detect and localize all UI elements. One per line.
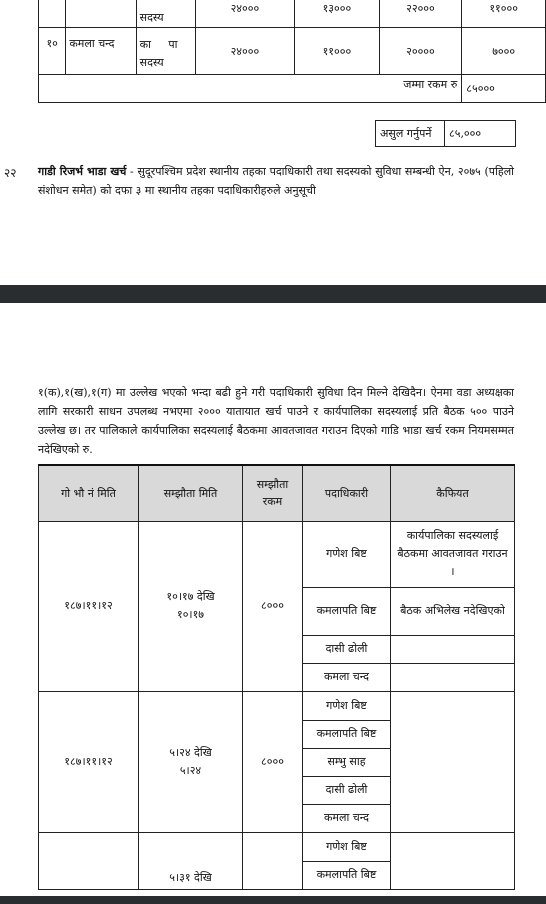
- remark-text: [391, 832, 515, 889]
- recovery-amount: ८५,०००: [445, 121, 516, 147]
- table-cell: ११०००: [295, 28, 380, 75]
- table-cell: [66, 0, 136, 28]
- header-official: पदाधिकारी: [303, 465, 391, 521]
- table-row: [39, 28, 546, 75]
- table-row: [39, 0, 546, 28]
- paragraph-continuation: १(क),१(ख),१(ग) मा उल्लेख भएको भन्दा बढी हुने गरी पदाधिकारी सुविधा दिन मिल्ने देखिदैन। ऐनमा वडा अध्यक्षका लागि सरकारी साधन उपलब्ध नभएमा २००० यातायात खर्च पाउने र कार्यपालिका सदस्यलाई प्रति बैठक ५०० पाउने उल्लेख छ। तर पालिकाले कार्यपालिका सदस्यलाई बैठकमा आवतजावत गराउन दिएको गाडि भाडा खर्च रकम नियमसम्मत नदेखिएको रु.: [38, 386, 514, 456]
- table-cell: [39, 0, 66, 28]
- header-date: [39, 465, 139, 521]
- official-name: सम्भु साह: [303, 748, 391, 776]
- recovery-box: [375, 120, 516, 147]
- total-value: ८५०००: [462, 75, 546, 103]
- vehicle-rent-table: [38, 464, 515, 890]
- header-label: गो भौ नं मिति: [61, 486, 116, 500]
- table-cell: [136, 28, 195, 75]
- table-cell: सदस्य: [136, 0, 195, 28]
- table-cell: २००००: [379, 28, 462, 75]
- remark-text: [391, 691, 515, 832]
- official-name: गणेश बिष्ट: [303, 832, 391, 861]
- document-page-top: [0, 0, 546, 285]
- agreement-amount: ८०००: [243, 521, 303, 691]
- cell-line: सदस्य: [139, 56, 164, 69]
- agreement-date: ५।३१ देखि: [139, 832, 243, 889]
- agreement-date: [139, 521, 243, 691]
- official-name: गणेश बिष्ट: [303, 691, 391, 720]
- table-cell: ११०००: [462, 0, 546, 28]
- document-page-bottom: [0, 303, 546, 904]
- agreement-text: ५।२४ देखि ५।२४: [169, 745, 212, 777]
- remark-text: कार्यपालिका सदस्यलाई बैठकमा आवतजावत गराउन ।: [391, 521, 515, 587]
- table-cell: कमला चन्द: [66, 28, 136, 75]
- paragraph-text: - सुदूरपश्चिम प्रदेश स्थानीय तहका पदाधिकारी तथा सदस्यको सुविधा सम्बन्धी ऐन, २०७५ (पहिलो संशोधन समेत) को दफा ३ मा स्थानीय तहका पदाधिकारीहरुले अनुसूची: [38, 165, 514, 197]
- page-separator: [0, 285, 546, 303]
- table-cell: २२०००: [379, 0, 462, 28]
- header-agreement-date: सम्झौता मिति: [139, 465, 243, 521]
- remark-text: [391, 635, 515, 663]
- official-name: कमलापति बिष्ट: [303, 587, 391, 635]
- viewer-bottom-bar: [0, 896, 546, 904]
- header-remarks: कैफियत: [391, 465, 515, 521]
- allowance-table: [38, 0, 546, 103]
- paragraph-vehicle-rent: [38, 162, 514, 200]
- table-row: [39, 832, 515, 861]
- total-row: [39, 75, 546, 103]
- table-cell: ७०००: [462, 28, 546, 75]
- agreement-amount: [243, 832, 303, 889]
- voucher-date: १८७।११।१२: [39, 521, 139, 691]
- table-cell: १३०००: [295, 0, 380, 28]
- agreement-date: [139, 691, 243, 832]
- header-agreement-amount: [243, 465, 303, 521]
- official-name: कमला चन्द: [303, 663, 391, 691]
- official-name: दासी ढोली: [303, 776, 391, 804]
- table-header-row: [39, 465, 515, 521]
- agreement-text: १०।१७ देखि १०।१७: [166, 590, 215, 621]
- table-row: [39, 521, 515, 587]
- official-name: गणेश बिष्ट: [303, 521, 391, 587]
- table-row: [39, 691, 515, 720]
- paragraph-number: २२: [4, 166, 17, 180]
- cell-line: का पा: [139, 38, 178, 51]
- remark-text: [391, 663, 515, 691]
- remark-text: बैठक अभिलेख नदेखिएको: [391, 587, 515, 635]
- header-label: सम्झौता रकम: [256, 478, 289, 509]
- official-name: कमलापति बिष्ट: [303, 861, 391, 889]
- official-name: कमला चन्द: [303, 804, 391, 832]
- table-cell: २४०००: [195, 28, 294, 75]
- voucher-date: [39, 832, 139, 889]
- agreement-amount: ८०००: [243, 691, 303, 832]
- table-cell: १०: [39, 28, 66, 75]
- recovery-label: असुल गर्नुपर्ने: [376, 121, 445, 147]
- total-label: जम्मा रकम रु: [39, 75, 462, 103]
- paragraph-heading: गाडी रिजर्भ भाडा खर्च: [38, 165, 127, 178]
- official-name: कमलापति बिष्ट: [303, 720, 391, 748]
- voucher-date: १८७।११।१२: [39, 691, 139, 832]
- table-cell: २४०००: [195, 0, 294, 28]
- official-name: दासी ढोली: [303, 635, 391, 663]
